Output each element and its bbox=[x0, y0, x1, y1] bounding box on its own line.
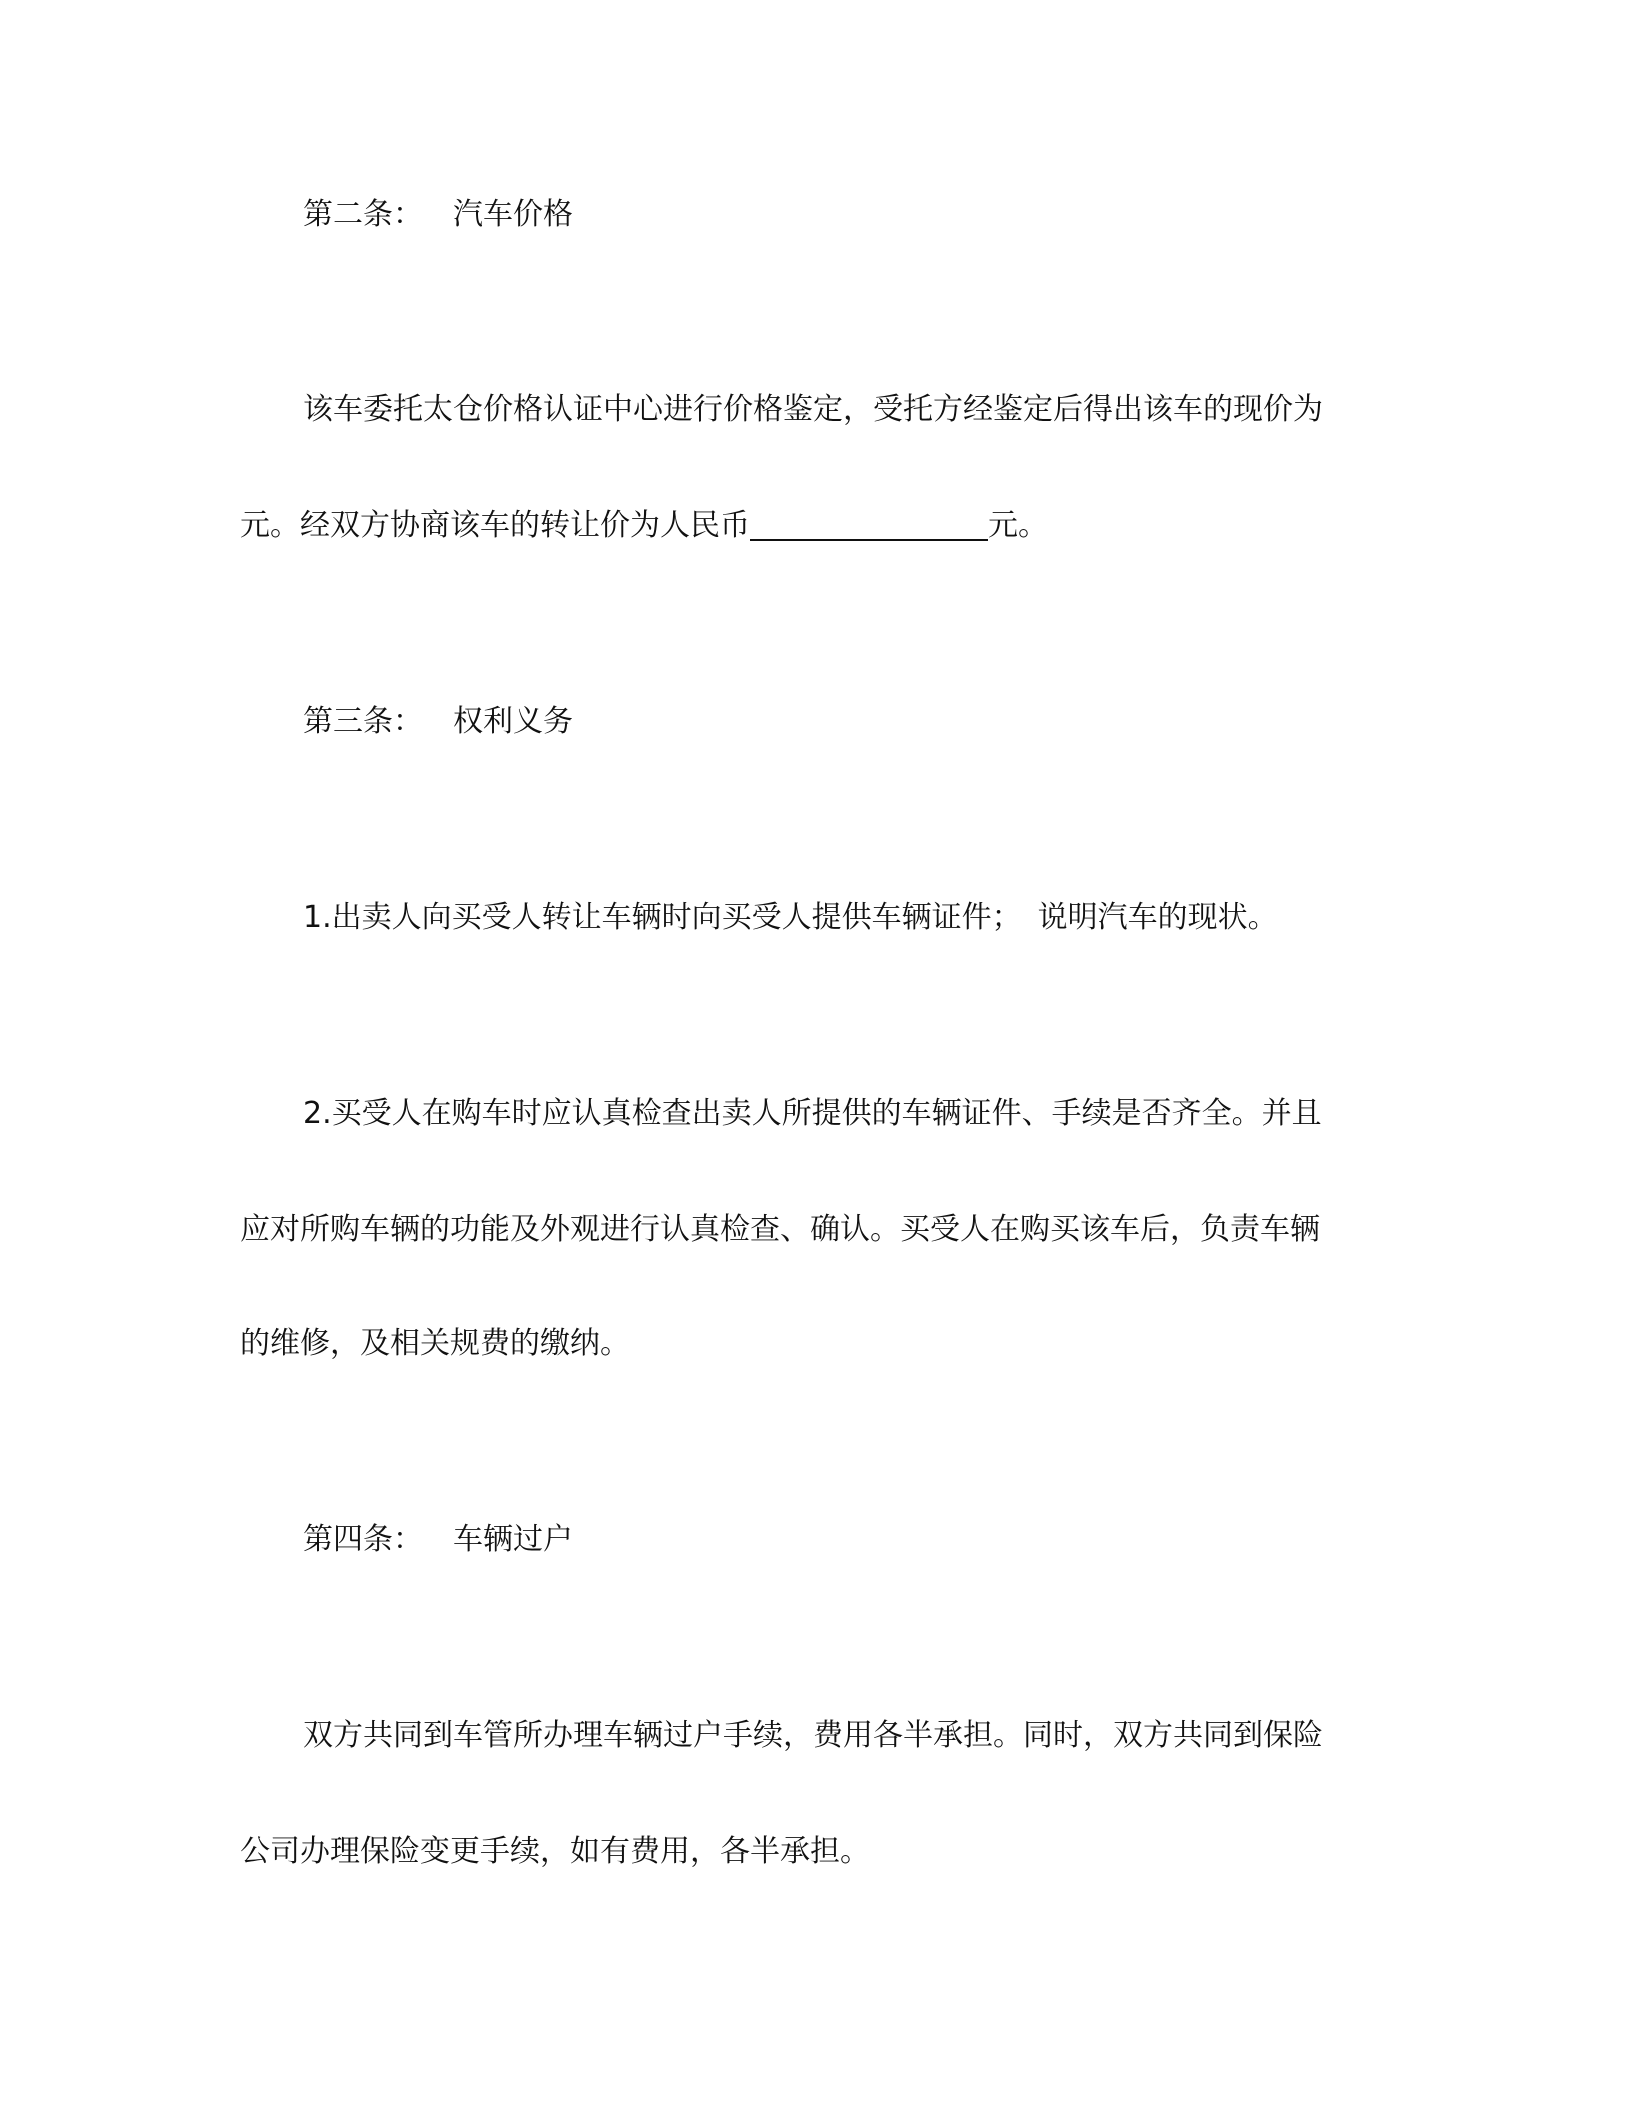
article-4-heading bbox=[303, 1520, 573, 1560]
article-4-paragraph-line-2: 公司办理保险变更手续，如有费用，各半承担。 bbox=[240, 1834, 870, 1869]
article-4-title: 车辆过户 bbox=[453, 1522, 573, 1557]
article-3-item-2-line-3: 的维修，及相关规费的缴纳。 bbox=[240, 1326, 630, 1361]
article-3-number: 第三条： bbox=[303, 704, 423, 739]
article-3-item-2-line-1: 2.买受人在购车时应认真检查出卖人所提供的车辆证件、手续是否齐全。并且 bbox=[303, 1096, 1322, 1131]
article-2-number: 第二条： bbox=[303, 197, 423, 232]
article-3-title: 权利义务 bbox=[453, 704, 573, 739]
article-3-item-2-line-2: 应对所购车辆的功能及外观进行认真检查、确认。买受人在购买该车后，负责车辆 bbox=[240, 1212, 1320, 1247]
article-2-paragraph-line-2 bbox=[240, 506, 1048, 546]
article-2-paragraph-line-1: 该车委托太仓价格认证中心进行价格鉴定，受托方经鉴定后得出该车的现价为 bbox=[303, 392, 1323, 427]
article-3-heading bbox=[303, 702, 573, 742]
article-4-number: 第四条： bbox=[303, 1522, 423, 1557]
article-4-paragraph-line-1: 双方共同到车管所办理车辆过户手续，费用各半承担。同时，双方共同到保险 bbox=[303, 1718, 1323, 1753]
price-text-before: 元。经双方协商该车的转让价为人民币 bbox=[240, 508, 750, 543]
article-3-item-1 bbox=[303, 898, 1278, 938]
article-3-item-1-part-a: 1.出卖人向买受人转让车辆时向买受人提供车辆证件； bbox=[303, 900, 1022, 935]
article-2-heading bbox=[303, 195, 573, 235]
price-blank-field bbox=[750, 509, 988, 541]
article-3-item-1-part-b: 说明汽车的现状。 bbox=[1037, 900, 1278, 935]
price-text-after: 元。 bbox=[988, 508, 1048, 543]
article-2-title: 汽车价格 bbox=[453, 197, 573, 232]
